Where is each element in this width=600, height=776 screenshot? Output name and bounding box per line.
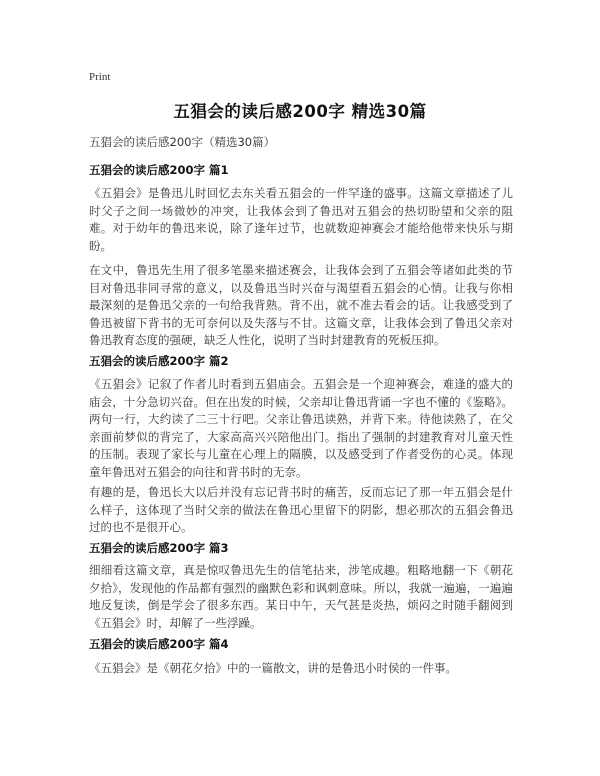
section-2-paragraph-2: 有趣的是，鲁迅长大以后并没有忘记背书时的痛苦，反而忘记了那一年五猖会是什么样子，这体现了当时父亲的做法在鲁迅心里留下的阴影，想必那次的五猖会鲁迅过的也不是很开心。: [89, 485, 513, 534]
section-3-paragraph-1: 细细看这篇文章，真是惊叹鲁迅先生的信笔拈来，涉笔成趣。粗略地翻一下《朝花夕拾》，发现他的作品都有强烈的幽默色彩和讽刺意味。所以，我就一遍遍，一遍遍地反复读，倒是学会了很多东西。某日中午，天气甚是炎热，烦闷之时随手翻阅到《五猖会》时，却解了一些浮躁。: [89, 563, 513, 630]
section-4-paragraph-1: 《五猖会》是《朝花夕拾》中的一篇散文，讲的是鲁迅小时侯的一件事。: [89, 661, 457, 675]
section-1-paragraph-2: 在文中，鲁迅先生用了很多笔墨来描述赛会，让我体会到了五猖会等诸如此类的节目对鲁迅非同寻常的意义，以及鲁迅当时兴奋与渴望看五猖会的心情。让我与你相最深刻的是鲁迅父亲的一句给我背熟。背不出，就不准去看会的话。让我感受到了鲁迅被留下背书的无可奈何以及失落与不甘。这篇文章，让我体会到了鲁迅父亲对鲁迅教育态度的强硬，缺乏人性化，说明了当时封建教育的死板压抑。: [89, 263, 513, 347]
section-1-paragraph-1: 《五猖会》是鲁迅儿时回忆去东关看五猖会的一件罕逢的盛事。这篇文章描述了儿时父子之间一场微妙的冲突，让我体会到了鲁迅对五猖会的热切盼望和父亲的阻难。对于幼年的鲁迅来说，除了逢年过节，也就数迎神赛会才能给他带来快乐与期盼。: [89, 186, 513, 253]
section-2-paragraph-1: 《五猖会》记叙了作者儿时看到五猖庙会。五猖会是一个迎神赛会，难逢的盛大的庙会，十分急切兴奋。但在出发的时候，父亲却让鲁迅背诵一字也不懂的《鉴略》。两句一行，大约读了二三十行吧。父亲让鲁迅读熟，并背下来。待他读熟了，在父亲面前梦似的背完了，大家高高兴兴陪他出门。指出了强制的封建教育对儿童天性的压制。表现了家长与儿童在心理上的隔膜，以及感受到了作者受伤的心灵。体现童年鲁迅对五猖会的向往和背书时的无奈。: [89, 377, 513, 479]
print-link[interactable]: Print: [89, 71, 111, 83]
section-heading-3: 五猖会的读后感200字 篇3: [89, 541, 229, 555]
section-heading-2: 五猖会的读后感200字 篇2: [89, 354, 229, 368]
section-heading-4: 五猖会的读后感200字 篇4: [89, 637, 229, 651]
page-subtitle: 五猖会的读后感200字（精选30篇）: [89, 135, 276, 149]
page-title: 五猖会的读后感200字 精选30篇: [173, 102, 427, 121]
section-heading-1: 五猖会的读后感200字 篇1: [89, 163, 229, 177]
